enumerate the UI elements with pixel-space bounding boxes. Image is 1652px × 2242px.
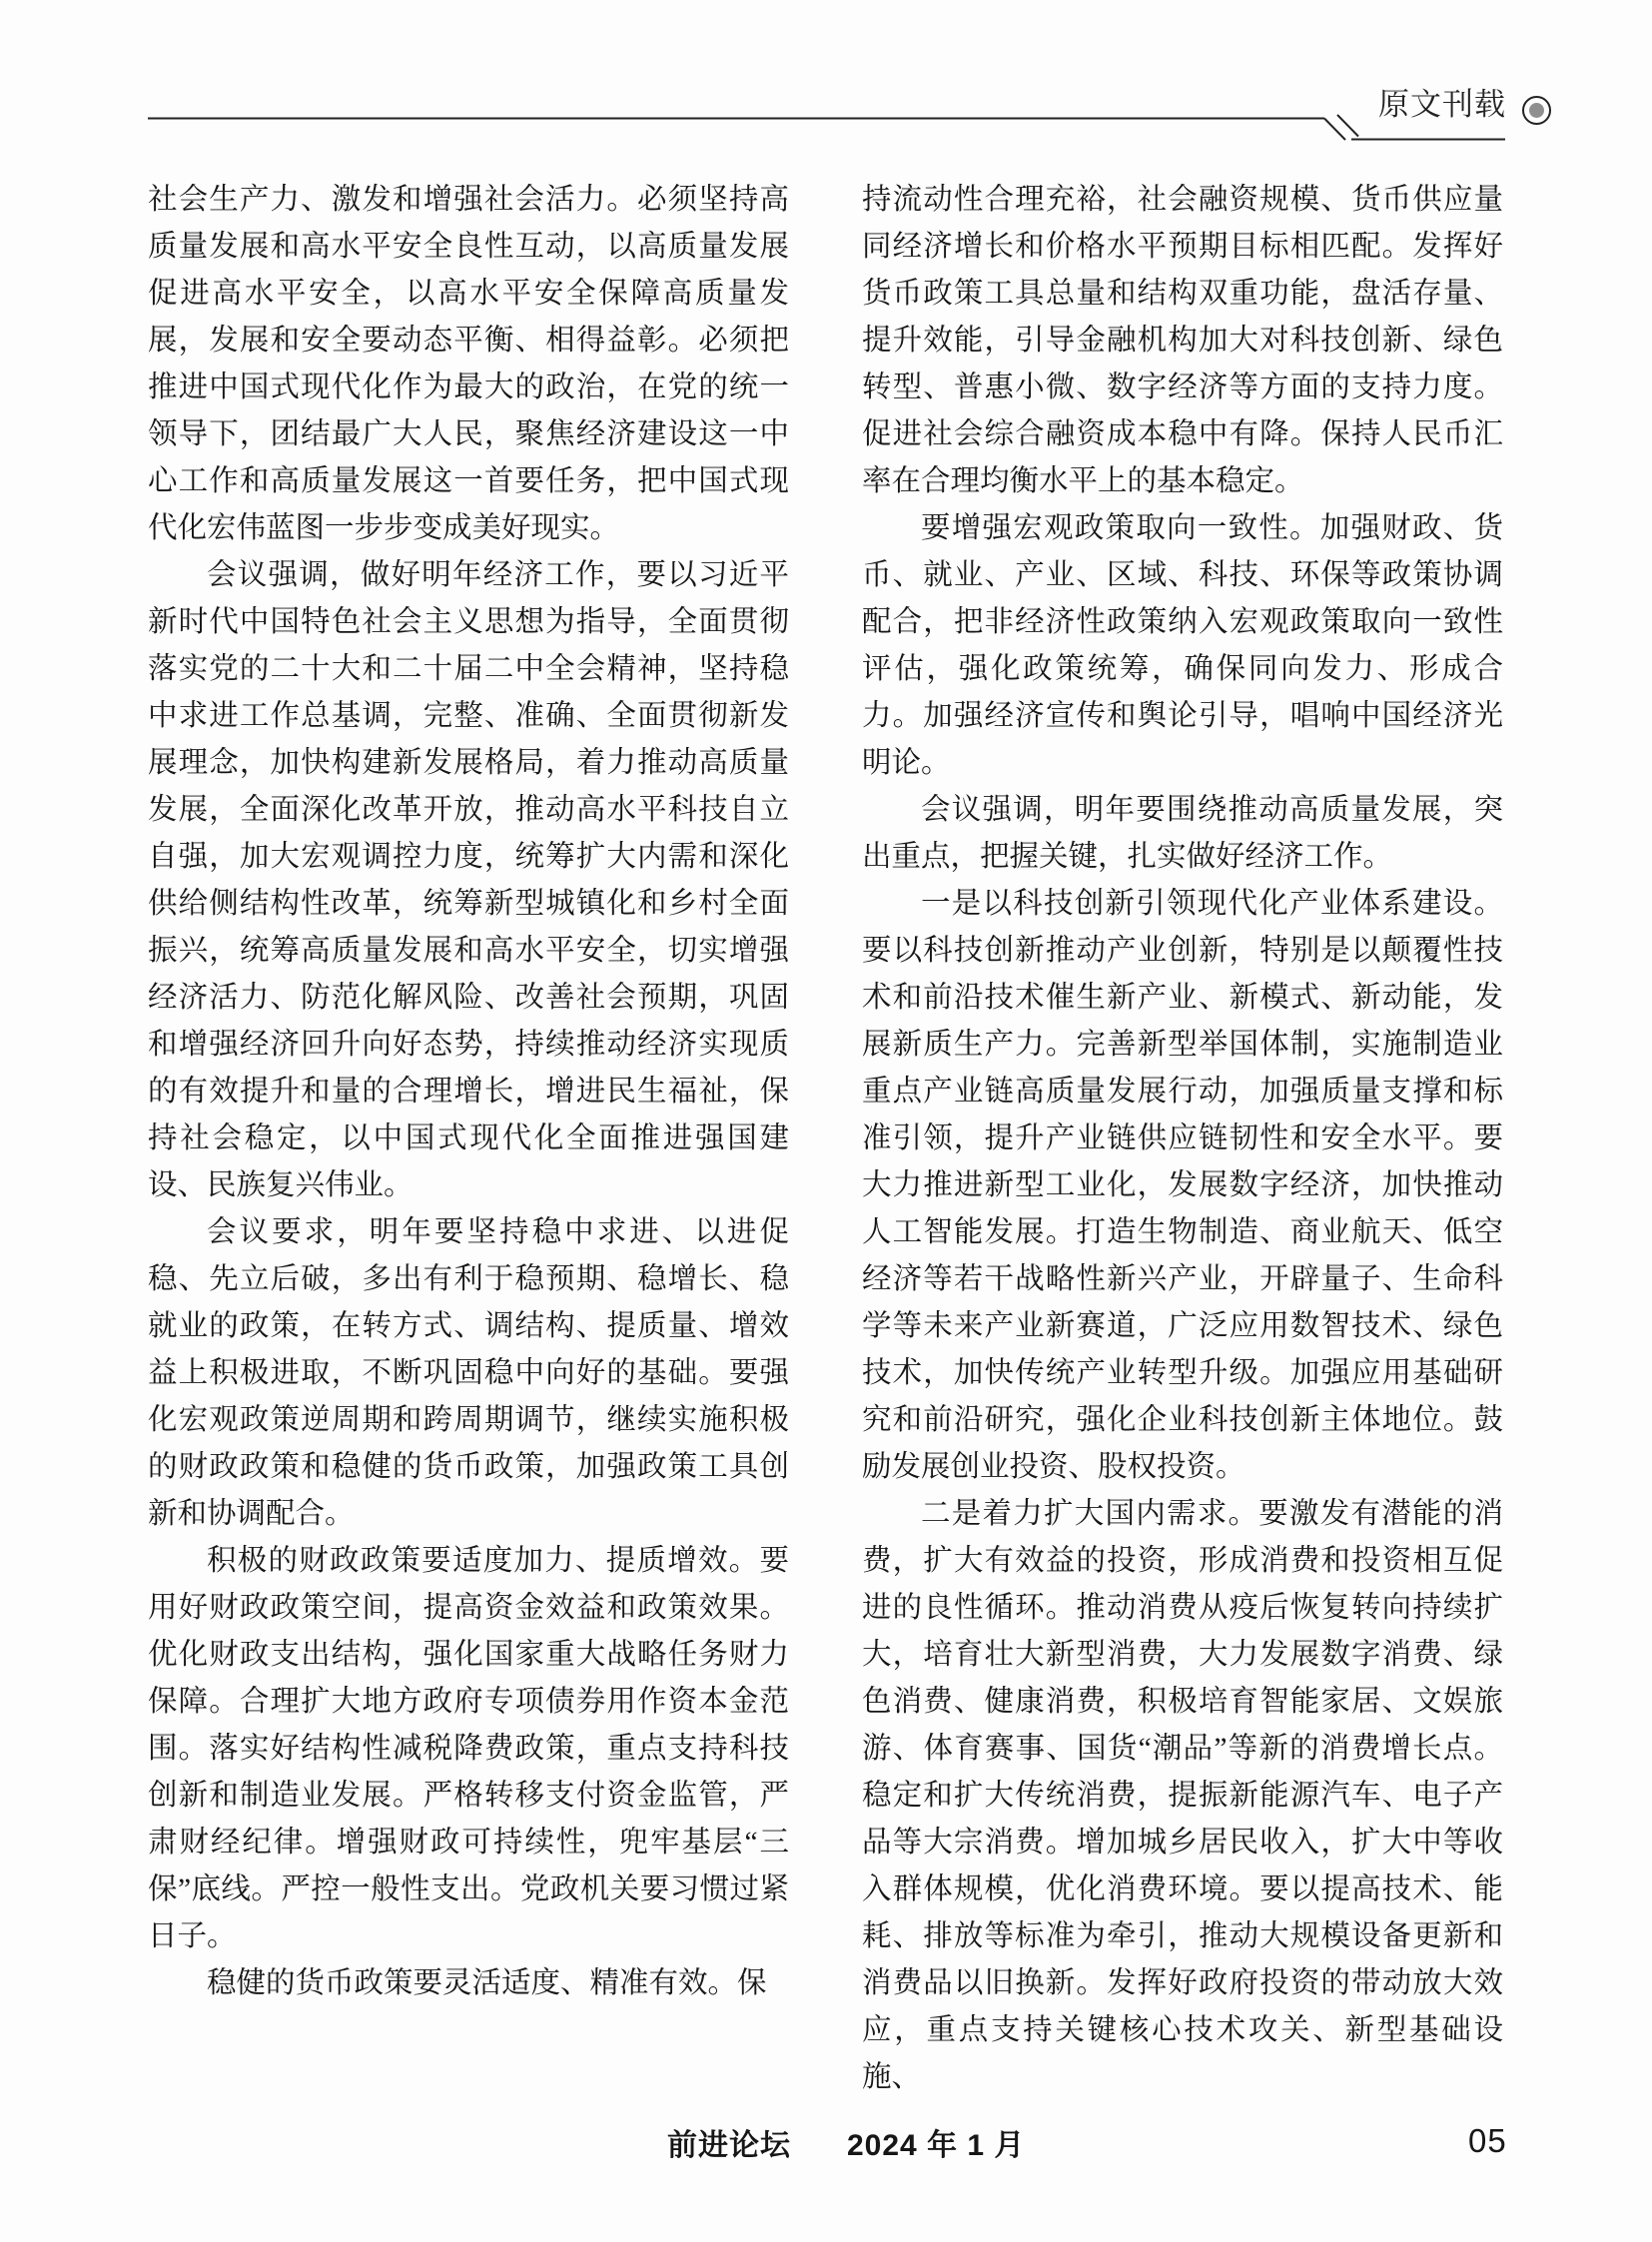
article-paragraph: 会议要求，明年要坚持稳中求进、以进促稳、先立后破，多出有利于稳预期、稳增长、稳就业的政策，在转方式、调结构、提质量、增效益上积极进取，不断巩固稳中向好的基础。要强化宏观政策逆周期和跨周期调节，继续实施积极的财政政策和稳健的货币政策，加强政策工具创新和协调配合。 — [148, 1216, 789, 1530]
bullseye-icon — [1522, 96, 1551, 125]
article-column-right — [862, 177, 1503, 2101]
article-paragraph: 社会生产力、激发和增强社会活力。必须坚持高质量发展和高水平安全良性互动，以高质量发展促进高水平安全，以高水平安全保障高质量发展，发展和安全要动态平衡、相得益彰。必须把推进中国式现代化作为最大的政治，在党的统一领导下，团结最广大人民，聚焦经济建设这一中心工作和高质量发展这一首要任务，把中国式现代化宏伟蓝图一步步变成美好现实。 — [148, 184, 789, 544]
article-paragraph: 持流动性合理充裕，社会融资规模、货币供应量同经济增长和价格水平预期目标相匹配。发挥好货币政策工具总量和结构双重功能，盘活存量、提升效能，引导金融机构加大对科技创新、绿色转型、普惠小微、数字经济等方面的支持力度。促进社会综合融资成本稳中有降。保持人民币汇率在合理均衡水平上的基本稳定。 — [862, 184, 1503, 497]
article-paragraph: 要增强宏观政策取向一致性。加强财政、货币、就业、产业、区域、科技、环保等政策协调配合，把非经济性政策纳入宏观政策取向一致性评估，强化政策统筹，确保同向发力、形成合力。加强经济宣传和舆论引导，唱响中国经济光明论。 — [862, 512, 1503, 779]
footer-journal-line — [667, 2120, 1025, 2164]
page-number: 05 — [1468, 2122, 1507, 2159]
article-paragraph: 会议强调，做好明年经济工作，要以习近平新时代中国特色社会主义思想为指导，全面贯彻落实党的二十大和二十届二中全会精神，坚持稳中求进工作总基调，完整、准确、全面贯彻新发展理念，加快构建新发展格局，着力推动高质量发展，全面深化改革开放，推动高水平科技自立自强，加大宏观调控力度，统筹扩大内需和深化供给侧结构性改革，统筹新型城镇化和乡村全面振兴，统筹高质量发展和高水平安全，切实增强经济活力、防范化解风险、改善社会预期，巩固和增强经济回升向好态势，持续推动经济实现质的有效提升和量的合理增长，增进民生福祉，保持社会稳定，以中国式现代化全面推进强国建设、民族复兴伟业。 — [148, 559, 789, 1201]
article-body — [148, 177, 1503, 2101]
bullseye-icon-dot — [1529, 103, 1544, 118]
article-paragraph: 二是着力扩大国内需求。要激发有潜能的消费，扩大有效益的投资，形成消费和投资相互促进的良性循环。推动消费从疫后恢复转向持续扩大，培育壮大新型消费，大力发展数字消费、绿色消费、健康消费，积极培育智能家居、文娱旅游、体育赛事、国货“潮品”等新的消费增长点。稳定和扩大传统消费，提振新能源汽车、电子产品等大宗消费。增加城乡居民收入，扩大中等收入群体规模，优化消费环境。要以提高技术、能耗、排放等标准为牵引，推动大规模设备更新和消费品以旧换新。发挥好政府投资的带动放大效应，重点支持关键核心技术攻关、新型基础设施、 — [862, 1498, 1503, 2093]
article-column-left — [148, 177, 789, 2101]
article-paragraph: 积极的财政政策要适度加力、提质增效。要用好财政政策空间，提高资金效益和政策效果。优化财政支出结构，强化国家重大战略任务财力保障。合理扩大地方政府专项债券用作资本金范围。落实好结构性减税降费政策，重点支持科技创新和制造业发展。严格转移支付资金监管，严肃财经纪律。增强财政可持续性，兜牢基层“三保”底线。严控一般性支出。党政机关要习惯过紧日子。 — [148, 1545, 789, 1952]
article-paragraph: 稳健的货币政策要灵活适度、精准有效。保 — [207, 1967, 767, 1999]
article-paragraph: 一是以科技创新引领现代化产业体系建设。要以科技创新推动产业创新，特别是以颠覆性技术和前沿技术催生新产业、新模式、新动能，发展新质生产力。完善新型举国体制，实施制造业重点产业链高质量发展行动，加强质量支撑和标准引领，提升产业链供应链韧性和安全水平。要大力推进新型工业化，发展数字经济，加快推动人工智能发展。打造生物制造、商业航天、低空经济等若干战略性新兴产业，开辟量子、生命科学等未来产业新赛道，广泛应用数智技术、绿色技术，加快传统产业转型升级。加强应用基础研究和前沿研究，强化企业科技创新主体地位。鼓励发展创业投资、股权投资。 — [862, 888, 1503, 1483]
header-section-label: 原文刊载 — [1378, 87, 1506, 122]
header-rule-line — [0, 0, 1652, 160]
article-paragraph: 会议强调，明年要围绕推动高质量发展，突出重点，把握关键，扎实做好经济工作。 — [862, 794, 1503, 873]
issue-date: 2024 年 1 月 — [847, 2129, 1026, 2162]
journal-name: 前进论坛 — [667, 2129, 791, 2162]
